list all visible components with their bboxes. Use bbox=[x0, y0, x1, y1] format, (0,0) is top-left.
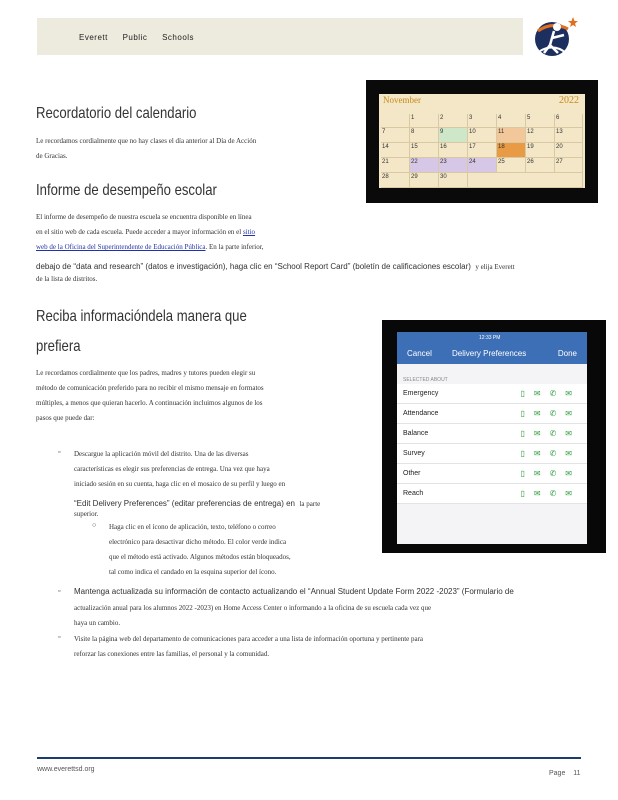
calendar-month: November bbox=[383, 95, 421, 105]
sub-bullet-line: que el método está activado. Algunos métodos están bloqueados, bbox=[109, 553, 291, 561]
preferences-heading-cont: prefiera bbox=[36, 338, 81, 355]
phone-section-label: SELECTED ABOUT bbox=[403, 377, 448, 383]
pref-row[interactable]: Other ▯✉✆✉ bbox=[397, 464, 587, 484]
bullet-line: actualización anual para los alumnos 2022 -2023) en Home Access Center o informando a la oficina de su escuela cada vez que bbox=[74, 604, 432, 612]
bullet-line: haya un cambio. bbox=[74, 619, 121, 627]
school-report-line: debajo de “data and research” (datos e investigación), haga clic en “School Report Card” (boletín de calificaciones escolar) y elija Everett bbox=[36, 262, 515, 271]
phone-nav-bar bbox=[397, 344, 587, 364]
page-number: Page 11 bbox=[549, 770, 581, 777]
phone-screenshot bbox=[382, 320, 606, 553]
sub-bullet-line: electrónico para desactivar dicho método. El color verde indica bbox=[109, 538, 287, 546]
sub-bullet-line: Haga clic en el ícono de aplicación, texto, teléfono o correo bbox=[109, 523, 276, 531]
calendar-image bbox=[366, 80, 598, 203]
district-logo bbox=[530, 11, 580, 61]
pref-row[interactable]: Reach ▯✉✆✉ bbox=[397, 484, 587, 504]
preferences-line: pasos que puede dar: bbox=[36, 414, 95, 422]
delivery-method-icons[interactable]: ▯✉✆✉ bbox=[520, 469, 581, 478]
pref-row[interactable]: Emergency ▯✉✆✉ bbox=[397, 384, 587, 404]
pref-row[interactable]: Attendance ▯✉✆✉ bbox=[397, 404, 587, 424]
calendar-reminder-line: de Gracias. bbox=[36, 152, 68, 160]
bullet-icon: ▫ bbox=[58, 588, 61, 595]
bullet-line: superior. bbox=[74, 510, 99, 518]
pref-row[interactable]: Balance ▯✉✆✉ bbox=[397, 424, 587, 444]
done-button[interactable]: Done bbox=[557, 349, 577, 358]
phone-title: Delivery Preferences bbox=[452, 349, 527, 358]
bullet-icon: ▫ bbox=[58, 449, 61, 456]
cancel-button[interactable]: Cancel bbox=[407, 349, 432, 358]
preferences-line: método de comunicación preferido para no recibir el mismo mensaje en formatos bbox=[36, 384, 264, 392]
school-report-line: web de la Oficina del Superintendente de Educación Pública. En la parte inferior, bbox=[36, 243, 264, 251]
school-report-line: en el sitio web de cada escuela. Puede acceder a mayor información en el sitio bbox=[36, 228, 256, 236]
bullet-line: iniciado sesión en su cuenta, haga clic en el mosaico de su perfil y luego en bbox=[74, 480, 286, 488]
pref-row[interactable]: Survey ▯✉✆✉ bbox=[397, 444, 587, 464]
circle-bullet-icon: ○ bbox=[92, 522, 97, 529]
bullet-line: características es elegir sus preferencias de entrega. Una vez que haya bbox=[74, 465, 270, 473]
school-report-line: de la lista de distritos. bbox=[36, 275, 98, 283]
preferences-line: múltiples, a menos que quieran hacerlo. A continuación incluimos algunos de los bbox=[36, 399, 263, 407]
footer-divider bbox=[37, 757, 581, 759]
school-report-heading: Informe de desempeño escolar bbox=[36, 182, 217, 199]
bullet-line: Visite la página web del departamento de comunicaciones para acceder a una lista de información oportuna y pertinente para bbox=[74, 635, 424, 643]
calendar-reminder-line: Le recordamos cordialmente que no hay clases el día anterior al Día de Acción bbox=[36, 137, 257, 145]
preferences-heading: Reciba informacióndela manera que bbox=[36, 308, 247, 325]
phone-status-bar bbox=[397, 332, 587, 344]
bullet-line: Descargue la aplicación móvil del distrito. Una de las diversas bbox=[74, 450, 249, 458]
sub-bullet-line: tal como indica el candado en la esquina superior del ícono. bbox=[109, 568, 277, 576]
delivery-method-icons[interactable]: ▯✉✆✉ bbox=[520, 429, 581, 438]
preferences-line: Le recordamos cordialmente que los padres, madres y tutores pueden elegir su bbox=[36, 369, 256, 377]
ospi-link[interactable]: web de la Oficina del Superintendente de Educación Pública bbox=[36, 243, 206, 251]
bullet-line: reforzar las conexiones entre las familias, el personal y la comunidad. bbox=[74, 650, 270, 658]
calendar-reminder-heading: Recordatorio del calendario bbox=[36, 105, 197, 122]
delivery-method-icons[interactable]: ▯✉✆✉ bbox=[520, 449, 581, 458]
bullet-line: “Edit Delivery Preferences” (editar preferencias de entrega) en la parte bbox=[74, 499, 321, 508]
delivery-method-icons[interactable]: ▯✉✆✉ bbox=[520, 489, 581, 498]
bullet-line: Mantenga actualizada su información de contacto actualizando el “Annual Student Update Form 2022 -2023” (Formulario de bbox=[74, 587, 514, 596]
bullet-icon: ▫ bbox=[58, 634, 61, 641]
school-report-line: El informe de desempeño de nuestra escuela se encuentra disponible en línea bbox=[36, 213, 252, 221]
header-title: Everett Public Schools bbox=[79, 33, 195, 42]
site-link[interactable]: sitio bbox=[243, 228, 256, 236]
calendar-grid: 1 2 3 4 5 6 7 8 9 10 11 12 13 14 15 16 17 18 19 20 21 22 23 24 25 26 27 28 29 30 bbox=[381, 114, 583, 188]
delivery-method-icons[interactable]: ▯✉✆✉ bbox=[520, 389, 581, 398]
calendar-year: 2022 bbox=[559, 95, 579, 106]
footer-website[interactable]: www.everettsd.org bbox=[37, 766, 95, 773]
phone-time: 12:33 PM bbox=[479, 335, 501, 341]
delivery-method-icons[interactable]: ▯✉✆✉ bbox=[520, 409, 581, 418]
